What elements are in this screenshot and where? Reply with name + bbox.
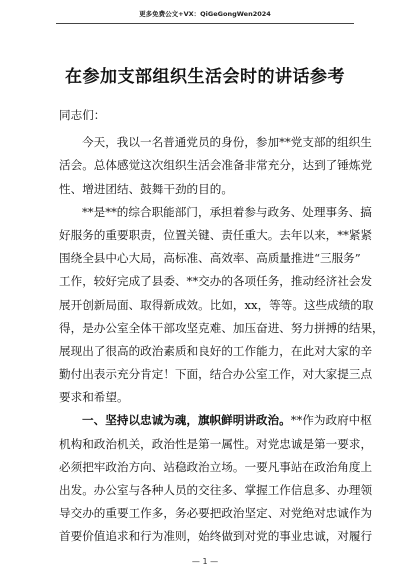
paragraph-2 <box>59 201 384 410</box>
paragraph-line: **是**的综合职能部门，承担着参与政务、处理事务、搞 <box>82 204 372 219</box>
paragraph-line: 展开创新局面、取得新成效。比如，xx，等等。这些成绩的取 <box>59 297 374 312</box>
header-note: 更多免费公文+VX：QiGeGongWen2024 <box>139 10 271 18</box>
paragraph-1 <box>59 131 373 201</box>
paragraph-line: 得，是办公室全体干部攻坚克难、加压奋进、努力拼搏的结果， <box>59 320 384 335</box>
section-heading: 一、坚持以忠诚为魂，旗帜鲜明讲政治。 <box>82 413 291 428</box>
paragraph-line: 导交办的重要工作多，务必要把政治坚定、对党绝对忠诚作为 <box>59 506 373 521</box>
paragraph-line: 围绕全县中心大局，高标准、高效率、高质量推进“三服务” <box>59 251 361 266</box>
paragraph-line: 勤付出表示充分肯定！下面，结合办公室工作，对大家提三点 <box>59 367 373 382</box>
header-divider <box>56 23 354 24</box>
paragraph-line: 好服务的重要职责，位置关键、责任重大。去年以来，**紧紧 <box>59 227 373 242</box>
document-body <box>59 104 384 549</box>
paragraph-line: 工作，较好完成了县委、**交办的各项任务，推动经济社会发 <box>59 274 373 289</box>
paragraph-line: 今天，我以一名普通党员的身份，参加**党支部的组织生 <box>82 135 372 150</box>
paragraph-line: 要求和希望。 <box>59 390 129 405</box>
paragraph-line: 性、增进团结、鼓舞干劲的目的。 <box>59 181 233 196</box>
section-heading-continuation: **作为政府中枢 <box>290 413 372 428</box>
paragraph-line: 机构和政治机关，政治性是第一属性。对党忠诚是第一要求， <box>59 436 373 451</box>
section-1 <box>59 409 373 548</box>
paragraph-line: 活会。总体感觉这次组织生活会准备非常充分，达到了锤炼党 <box>59 158 373 173</box>
paragraph-line: 必须把牢政治方向、站稳政治立场。一要凡事站在政治角度上 <box>59 459 373 474</box>
greeting: 同志们： <box>59 108 106 122</box>
page-number: — 1 — <box>191 557 219 566</box>
paragraph-line: 首要价值追求和行为准则，始终做到对党的事业忠诚，对履行 <box>59 529 373 544</box>
paragraph-line: 展现出了很高的政治素质和良好的工作能力，在此对大家的辛 <box>59 343 373 358</box>
document-title: 在参加支部组织生活会时的讲话参考 <box>65 67 345 87</box>
paragraph-line: 出发。办公室与各种人员的交往多、掌握工作信息多、办理领 <box>59 483 373 497</box>
